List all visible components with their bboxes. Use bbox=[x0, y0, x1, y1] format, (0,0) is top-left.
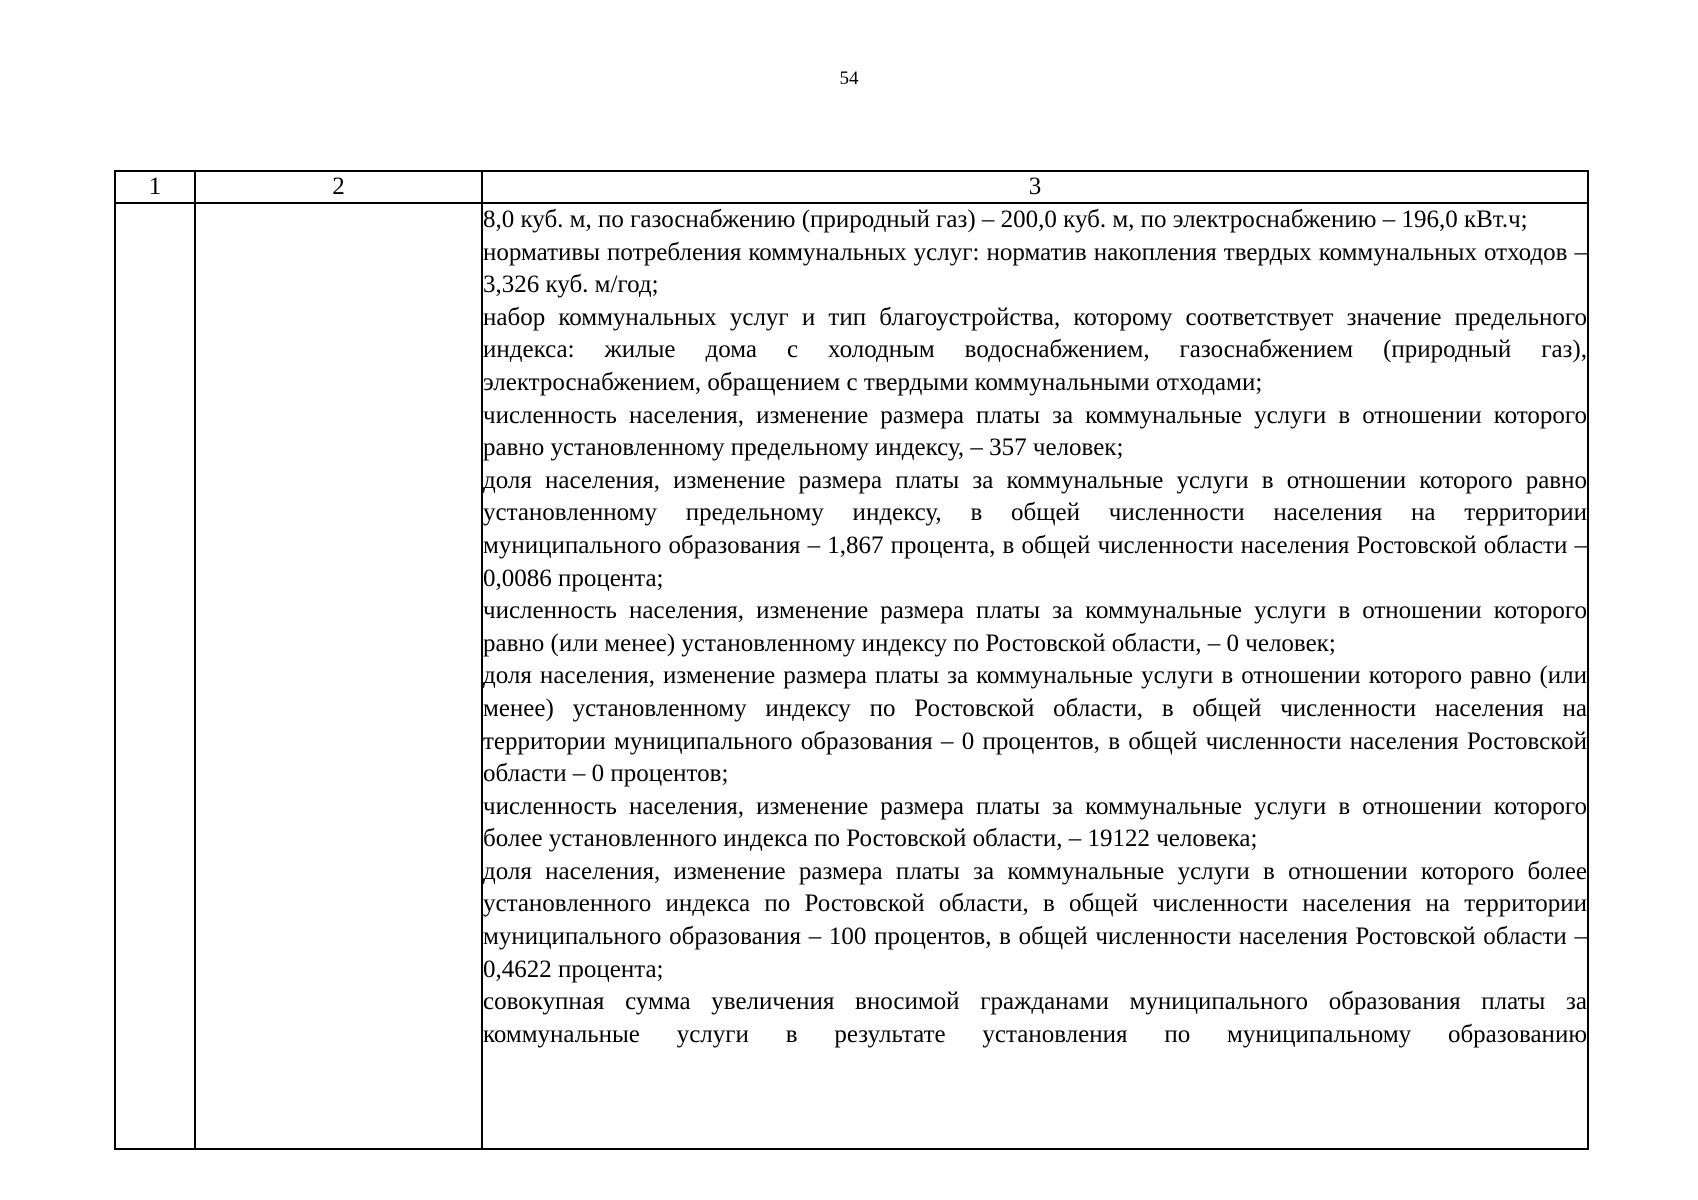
paragraph-population-equal-regional: численность населения, изменение размера платы за коммунальные услуги в отношении которого равно (или менее) установленному индексу по Ростовской области, – 0 человек; bbox=[483, 597, 1587, 657]
table-cell-col1 bbox=[115, 203, 195, 1149]
paragraph-supply-volumes: 8,0 куб. м, по газоснабжению (природный газ) – 200,0 куб. м, по электроснабжению – 196,0 кВт.ч; bbox=[483, 206, 1528, 233]
column-header-1: 1 bbox=[115, 171, 195, 203]
table-header-row bbox=[115, 171, 1588, 203]
paragraph-share-equal-limit: доля населения, изменение размера платы за коммунальные услуги в отношении которого равно установленному предельному индексу, в общей численности населения на территории муниципального образования – 1,867 процента, в общей численности населения Ростовской области – 0,0086 процента; bbox=[483, 466, 1587, 592]
paragraph-population-equal-limit: численность населения, изменение размера платы за коммунальные услуги в отношении которого равно установленному предельному индексу, – 357 человек; bbox=[483, 401, 1587, 462]
paragraph-population-above-regional: численность населения, изменение размера платы за коммунальные услуги в отношении которого более установленного индекса по Ростовской области, – 19122 человека; bbox=[483, 792, 1587, 853]
table-row bbox=[115, 203, 1588, 1149]
paragraph-total-increase: совокупная сумма увеличения вносимой гражданами муниципального образования платы за коммунальные услуги в результате установления по муниципальному образованию bbox=[483, 988, 1587, 1048]
column-header-2: 2 bbox=[195, 171, 482, 203]
column-header-3: 3 bbox=[482, 171, 1588, 203]
paragraph-services-set: набор коммунальных услуг и тип благоустройства, которому соответствует значение предельного индекса: жилые дома с холодным водоснабжением, газоснабжением (природный газ), электроснабжением, обращением с твердыми коммунальными отходами; bbox=[483, 303, 1587, 396]
paragraph-share-equal-regional: доля населения, изменение размера платы за коммунальные услуги в отношении которого равно (или менее) установленному индексу по Ростовской области, в общей численности населения на территории муниципального образования – 0 процентов, в общей численности населения Ростовской области – 0 процентов; bbox=[483, 662, 1587, 788]
table-cell-col3 bbox=[482, 203, 1588, 1149]
paragraph-consumption-norms: нормативы потребления коммунальных услуг: норматив накопления твердых коммунальных отходов – 3,326 куб. м/год; bbox=[483, 238, 1587, 299]
page-number: 54 bbox=[839, 68, 859, 89]
table-cell-col2 bbox=[195, 203, 482, 1149]
paragraph-share-above-regional: доля населения, изменение размера платы за коммунальные услуги в отношении которого более установленного индекса по Ростовской области, в общей численности населения на территории муниципального образования – 100 процентов, в общей численности населения Ростовской области – 0,4622 процента; bbox=[483, 857, 1587, 983]
document-table bbox=[114, 170, 1589, 1150]
